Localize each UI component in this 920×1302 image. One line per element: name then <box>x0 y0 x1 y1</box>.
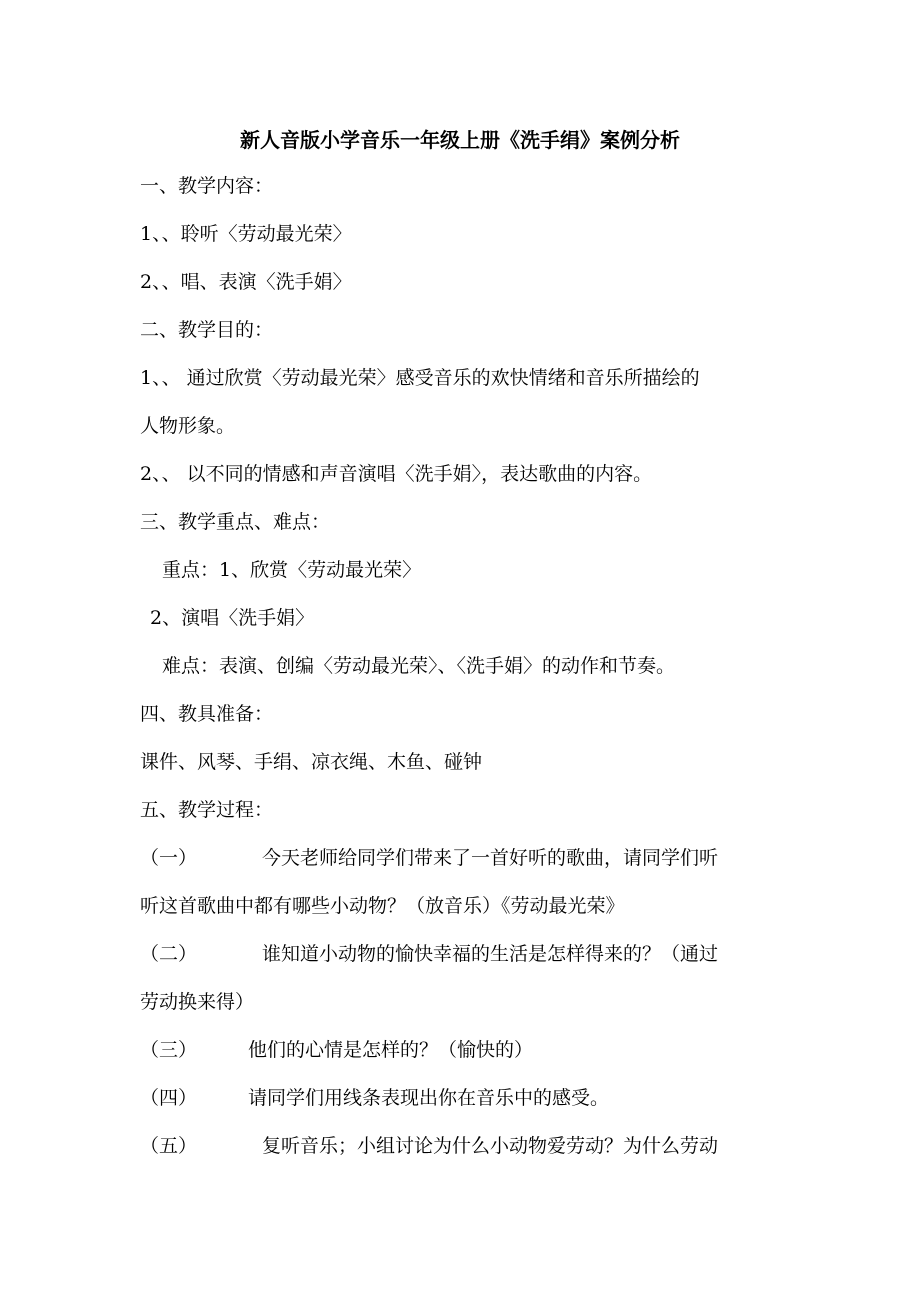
process-step-1-label: （一） <box>140 847 198 869</box>
process-step-4-text: 请同学们用线条表现出你在音乐中的感受。 <box>248 1087 610 1109</box>
objective-item-2: 2、、 以不同的情感和声音演唱〈洗手娟〉，表达歌曲的内容。 <box>140 463 653 485</box>
process-step-5-label: （五） <box>140 1135 198 1157</box>
section-heading-keypoints: 三、教学重点、难点： <box>140 511 331 533</box>
keypoint-focus-2: 2、演唱〈洗手娟〉 <box>150 607 315 629</box>
keypoint-focus-1: 重点：1、欣赏〈劳动最光荣〉 <box>162 559 422 581</box>
process-step-2-continued: 劳动换来得） <box>140 991 255 1013</box>
objective-item-1-continued: 人物形象。 <box>140 415 236 437</box>
process-step-2-text: 谁知道小动物的愉快幸福的生活是怎样得来的？（通过 <box>262 943 719 965</box>
objective-item-1: 1、、 通过欣赏〈劳动最光荣〉感受音乐的欢快情绪和音乐所描绘的 <box>140 367 700 389</box>
keypoint-difficulty: 难点：表演、创编〈劳动最光荣〉、〈洗手娟〉的动作和节奏。 <box>162 655 676 677</box>
process-step-1-continued: 听这首歌曲中都有哪些小动物？（放音乐）《劳动最光荣》 <box>140 895 625 917</box>
content-item-2: 2、、唱、表演〈洗手娟〉 <box>140 271 352 293</box>
process-step-3-label: （三） <box>140 1039 198 1061</box>
section-heading-process: 五、教学过程： <box>140 799 274 821</box>
content-item-1: 1、、聆听〈劳动最光荣〉 <box>140 223 352 245</box>
process-step-2-label: （二） <box>140 943 198 965</box>
document-title: 新人音版小学音乐一年级上册《洗手绢》案例分析 <box>240 128 680 152</box>
process-step-4-label: （四） <box>140 1087 198 1109</box>
section-heading-objectives: 二、教学目的： <box>140 319 274 341</box>
materials-list: 课件、风琴、手绢、凉衣绳、木鱼、碰钟 <box>140 751 483 773</box>
section-heading-content: 一、教学内容： <box>140 175 274 197</box>
process-step-1-text: 今天老师给同学们带来了一首好听的歌曲，请同学们听 <box>262 847 719 869</box>
process-step-3-text: 他们的心情是怎样的？（愉快的） <box>248 1039 534 1061</box>
section-heading-materials: 四、教具准备： <box>140 703 274 725</box>
process-step-5-text: 复听音乐；小组讨论为什么小动物爱劳动？为什么劳动 <box>262 1135 719 1157</box>
